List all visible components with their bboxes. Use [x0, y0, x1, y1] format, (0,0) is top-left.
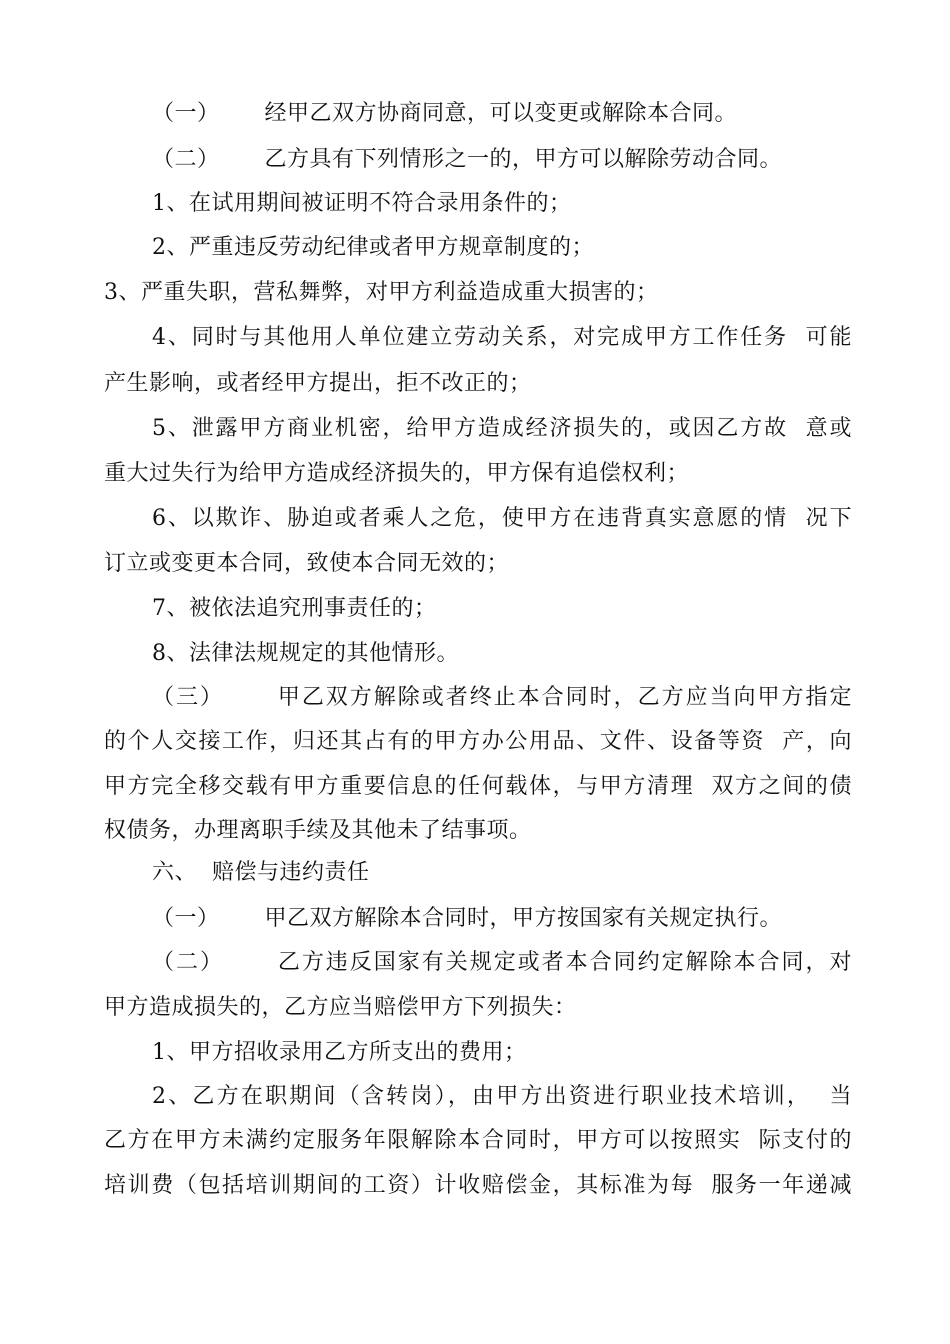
clause-5-3-line-1: （三） 甲乙双方解除或者终止本合同时，乙方应当向甲方指定	[152, 685, 852, 710]
clause-5-2-item-5-line-2: 重大过失行为给甲方造成经济损失的，甲方保有追偿权利；	[104, 461, 690, 486]
clause-6-2-item-1: 1、甲方招收录用乙方所支出的费用；	[152, 1040, 527, 1065]
clause-6-2-line-2: 甲方造成损失的，乙方应当赔偿甲方下列损失：	[104, 995, 577, 1020]
clause-5-2-item-7: 7、被依法追究刑事责任的；	[152, 596, 437, 621]
clause-5-2-item-2: 2、严重违反劳动纪律或者甲方规章制度的；	[152, 235, 594, 260]
clause-6-2-line-1: （二） 乙方违反国家有关规定或者本合同约定解除本合同，对	[152, 950, 852, 975]
clause-5-2-item-6-line-2: 订立或变更本合同，致使本合同无效的；	[104, 551, 510, 576]
clause-6-1: （一） 甲乙双方解除本合同时，甲方按国家有关规定执行。	[152, 906, 782, 931]
clause-5-2-item-4-line-2: 产生影响，或者经甲方提出，拒不改正的；	[104, 371, 532, 396]
section-6-heading: 六、 赔偿与违约责任	[152, 860, 370, 885]
clause-5-1: （一） 经甲乙双方协商同意，可以变更或解除本合同。	[152, 101, 737, 126]
clause-5-2-item-8: 8、法律法规规定的其他情形。	[152, 641, 459, 666]
clause-6-2-item-2-line-2: 乙方在甲方未满约定服务年限解除本合同时，甲方可以按照实 际支付的	[104, 1128, 852, 1153]
clause-5-2: （二） 乙方具有下列情形之一的，甲方可以解除劳动合同。	[152, 147, 782, 172]
clause-5-2-item-6-line-1: 6、以欺诈、胁迫或者乘人之危，使甲方在违背真实意愿的情 况下	[152, 506, 852, 531]
clause-5-3-line-4: 权债务，办理离职手续及其他未了结事项。	[104, 818, 532, 843]
clause-5-3-line-3: 甲方完全移交载有甲方重要信息的任何载体，与甲方清理 双方之间的债	[104, 774, 852, 799]
clause-6-2-item-2-line-1: 2、乙方在职期间（含转岗），由甲方出资进行职业技术培训， 当	[152, 1084, 852, 1109]
clause-5-3-line-2: 的个人交接工作，归还其占有的甲方办公用品、文件、设备等资 产，向	[104, 729, 852, 754]
clause-5-2-item-4-line-1: 4、同时与其他用人单位建立劳动关系，对完成甲方工作任务 可能	[152, 325, 852, 350]
clause-5-2-item-5-line-1: 5、泄露甲方商业机密，给甲方造成经济损失的，或因乙方故 意或	[152, 416, 852, 441]
clause-6-2-item-2-line-3: 培训费（包括培训期间的工资）计收赔偿金，其标准为每 服务一年递减	[104, 1173, 852, 1198]
clause-5-2-item-3: 3、严重失职，营私舞弊，对甲方利益造成重大损害的；	[104, 280, 659, 305]
clause-5-2-item-1: 1、在试用期间被证明不符合录用条件的；	[152, 191, 572, 216]
